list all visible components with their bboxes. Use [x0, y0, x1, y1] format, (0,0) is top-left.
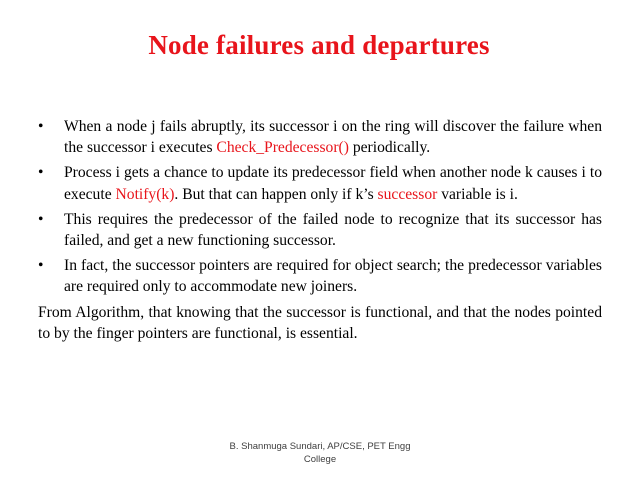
bullet-item-3 — [38, 209, 602, 251]
bullet-text: In fact, the successor pointers are required for object search; the predecessor variables are required only to accommodate new joiners. — [64, 257, 602, 296]
bullet-text: Process i gets a chance to update its predecessor field when another node k causes i to execute — [64, 164, 602, 203]
slide-body — [38, 116, 602, 344]
bullet-marker: • — [38, 257, 44, 275]
footer-line-1: B. Shanmuga Sundari, AP/CSE, PET Engg — [229, 441, 411, 452]
bullet-marker: • — [38, 118, 44, 135]
closing-paragraph: From Algorithm, that knowing that the successor is functional, and that the nodes pointed to by the finger pointers are functional, is essential. — [38, 303, 602, 342]
bullet-text: . But that can happen only if k’s — [174, 185, 378, 203]
bullet-item-1 — [38, 116, 602, 158]
bullet-item-4 — [38, 255, 602, 297]
highlight-successor: successor — [377, 185, 438, 203]
slide-footer — [210, 440, 430, 466]
bullet-marker: • — [38, 210, 44, 228]
slide-title: Node failures and departures — [148, 30, 490, 60]
bullet-item-2 — [38, 162, 602, 204]
bullet-marker: • — [38, 164, 44, 182]
highlight-notify: Notify(k) — [115, 185, 175, 203]
bullet-text: periodically. — [348, 139, 431, 157]
bullet-text: When a node j fails abruptly, its successor i on the ring will discover the failure when the successor i executes — [64, 118, 602, 157]
highlight-check-predecessor: Check_Predecessor() — [216, 139, 349, 157]
footer-line-2: College — [303, 454, 337, 465]
bullet-text: This requires the predecessor of the failed node to recognize that its successor has failed, and get a new functioning successor. — [64, 210, 602, 250]
bullet-text: variable is i. — [437, 185, 518, 203]
